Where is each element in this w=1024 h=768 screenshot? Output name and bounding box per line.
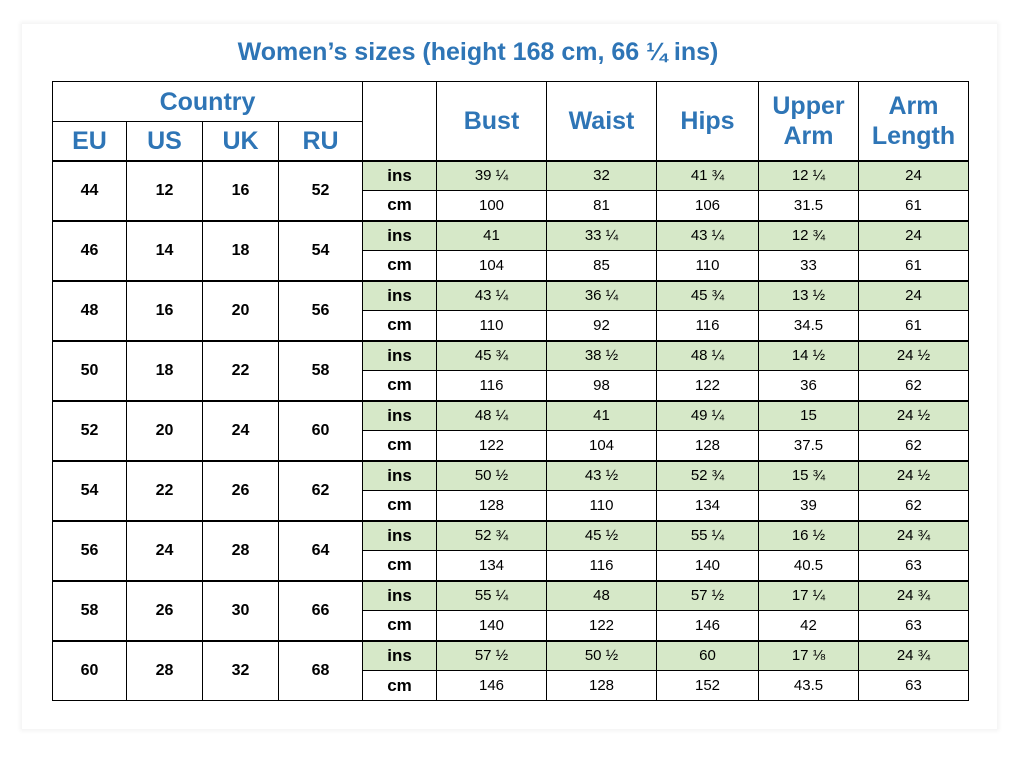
waist-ins: 45 ½ [547,521,657,551]
hips-ins: 45 ¾ [657,281,759,311]
uk-size: 24 [203,401,279,461]
bust-header: Bust [437,82,547,161]
upper-arm-ins: 13 ½ [759,281,859,311]
size-chart-table [52,81,969,701]
arm-length-ins: 24 ¾ [859,641,969,671]
unit-cm: cm [363,251,437,281]
ru-size: 64 [279,521,363,581]
bust-cm: 128 [437,491,547,521]
unit-ins: ins [363,161,437,191]
arm-length-cm: 62 [859,371,969,401]
table-row [53,221,969,251]
unit-column-header [363,82,437,161]
arm-length-cm: 62 [859,491,969,521]
upper-arm-ins: 14 ½ [759,341,859,371]
table-row [53,281,969,311]
bust-ins: 50 ½ [437,461,547,491]
arm-length-ins: 24 [859,221,969,251]
bust-cm: 122 [437,431,547,461]
hips-cm: 140 [657,551,759,581]
upper-arm-ins: 17 ⅛ [759,641,859,671]
arm-length-ins: 24 ½ [859,461,969,491]
uk-size: 18 [203,221,279,281]
uk-header: UK [203,122,279,161]
waist-ins: 43 ½ [547,461,657,491]
arm-length-ins: 24 [859,161,969,191]
unit-ins: ins [363,221,437,251]
hips-cm: 128 [657,431,759,461]
arm-length-ins: 24 [859,281,969,311]
bust-ins: 39 ¼ [437,161,547,191]
ru-size: 60 [279,401,363,461]
us-size: 26 [127,581,203,641]
waist-ins: 41 [547,401,657,431]
eu-size: 56 [53,521,127,581]
unit-cm: cm [363,371,437,401]
hips-ins: 55 ¼ [657,521,759,551]
country-header: Country [53,82,363,122]
bust-cm: 104 [437,251,547,281]
hips-cm: 110 [657,251,759,281]
hips-ins: 60 [657,641,759,671]
waist-cm: 98 [547,371,657,401]
unit-ins: ins [363,641,437,671]
unit-cm: cm [363,431,437,461]
hips-ins: 49 ¼ [657,401,759,431]
upper-arm-cm: 36 [759,371,859,401]
eu-size: 44 [53,161,127,221]
us-header: US [127,122,203,161]
eu-header: EU [53,122,127,161]
arm-length-cm: 62 [859,431,969,461]
unit-ins: ins [363,461,437,491]
upper-arm-ins: 15 [759,401,859,431]
hips-cm: 122 [657,371,759,401]
unit-cm: cm [363,611,437,641]
us-size: 14 [127,221,203,281]
hips-ins: 57 ½ [657,581,759,611]
waist-cm: 122 [547,611,657,641]
hips-ins: 52 ¾ [657,461,759,491]
arm-length-ins: 24 ¾ [859,581,969,611]
uk-size: 20 [203,281,279,341]
hips-cm: 134 [657,491,759,521]
arm-length-cm: 61 [859,251,969,281]
table-row [53,341,969,371]
ru-size: 56 [279,281,363,341]
arm-length-header-line-1: Arm [888,91,939,120]
bust-ins: 52 ¾ [437,521,547,551]
upper-arm-cm: 34.5 [759,311,859,341]
uk-size: 32 [203,641,279,701]
waist-cm: 128 [547,671,657,701]
upper-arm-header-line-1: Upper [772,91,845,120]
arm-length-cm: 63 [859,551,969,581]
table-row [53,581,969,611]
upper-arm-cm: 42 [759,611,859,641]
eu-size: 60 [53,641,127,701]
bust-cm: 110 [437,311,547,341]
ru-size: 52 [279,161,363,221]
unit-ins: ins [363,341,437,371]
bust-ins: 45 ¾ [437,341,547,371]
upper-arm-cm: 31.5 [759,191,859,221]
page-title: Women’s sizes (height 168 cm, 66 ¼ ins) [237,38,719,66]
eu-size: 50 [53,341,127,401]
upper-arm-ins: 17 ¼ [759,581,859,611]
us-size: 24 [127,521,203,581]
unit-ins: ins [363,401,437,431]
table-row [53,401,969,431]
upper-arm-cm: 43.5 [759,671,859,701]
hips-ins: 43 ¼ [657,221,759,251]
upper-arm-header [759,82,859,161]
upper-arm-ins: 16 ½ [759,521,859,551]
uk-size: 28 [203,521,279,581]
bust-ins: 43 ¼ [437,281,547,311]
us-size: 22 [127,461,203,521]
ru-size: 66 [279,581,363,641]
arm-length-header-line-2: Length [871,121,956,150]
unit-cm: cm [363,551,437,581]
bust-cm: 146 [437,671,547,701]
upper-arm-cm: 33 [759,251,859,281]
bust-ins: 41 [437,221,547,251]
arm-length-ins: 24 ¾ [859,521,969,551]
waist-ins: 38 ½ [547,341,657,371]
unit-ins: ins [363,281,437,311]
eu-size: 54 [53,461,127,521]
bust-ins: 57 ½ [437,641,547,671]
arm-length-cm: 61 [859,311,969,341]
us-size: 20 [127,401,203,461]
waist-header: Waist [547,82,657,161]
arm-length-header [859,82,969,161]
unit-ins: ins [363,521,437,551]
waist-cm: 116 [547,551,657,581]
upper-arm-ins: 12 ¾ [759,221,859,251]
uk-size: 16 [203,161,279,221]
waist-ins: 32 [547,161,657,191]
waist-ins: 48 [547,581,657,611]
arm-length-ins: 24 ½ [859,401,969,431]
bust-cm: 140 [437,611,547,641]
upper-arm-ins: 15 ¾ [759,461,859,491]
waist-cm: 104 [547,431,657,461]
hips-ins: 41 ¾ [657,161,759,191]
uk-size: 22 [203,341,279,401]
us-size: 16 [127,281,203,341]
hips-cm: 116 [657,311,759,341]
unit-cm: cm [363,491,437,521]
arm-length-cm: 63 [859,611,969,641]
waist-cm: 81 [547,191,657,221]
hips-cm: 152 [657,671,759,701]
hips-cm: 146 [657,611,759,641]
hips-header: Hips [657,82,759,161]
hips-cm: 106 [657,191,759,221]
arm-length-cm: 61 [859,191,969,221]
unit-cm: cm [363,191,437,221]
waist-ins: 33 ¼ [547,221,657,251]
us-size: 18 [127,341,203,401]
bust-cm: 116 [437,371,547,401]
arm-length-ins: 24 ½ [859,341,969,371]
ru-size: 62 [279,461,363,521]
table-row [53,461,969,491]
bust-ins: 55 ¼ [437,581,547,611]
eu-size: 46 [53,221,127,281]
upper-arm-ins: 12 ¼ [759,161,859,191]
waist-ins: 36 ¼ [547,281,657,311]
table-row [53,161,969,191]
upper-arm-header-line-2: Arm [783,121,834,150]
unit-cm: cm [363,311,437,341]
table-row [53,641,969,671]
unit-cm: cm [363,671,437,701]
waist-ins: 50 ½ [547,641,657,671]
eu-size: 58 [53,581,127,641]
table-row [53,521,969,551]
us-size: 28 [127,641,203,701]
upper-arm-cm: 39 [759,491,859,521]
eu-size: 52 [53,401,127,461]
ru-size: 58 [279,341,363,401]
waist-cm: 85 [547,251,657,281]
ru-size: 54 [279,221,363,281]
uk-size: 30 [203,581,279,641]
waist-cm: 92 [547,311,657,341]
eu-size: 48 [53,281,127,341]
unit-ins: ins [363,581,437,611]
ru-header: RU [279,122,363,161]
arm-length-cm: 63 [859,671,969,701]
us-size: 12 [127,161,203,221]
ru-size: 68 [279,641,363,701]
uk-size: 26 [203,461,279,521]
bust-cm: 134 [437,551,547,581]
hips-ins: 48 ¼ [657,341,759,371]
bust-cm: 100 [437,191,547,221]
upper-arm-cm: 37.5 [759,431,859,461]
upper-arm-cm: 40.5 [759,551,859,581]
bust-ins: 48 ¼ [437,401,547,431]
waist-cm: 110 [547,491,657,521]
